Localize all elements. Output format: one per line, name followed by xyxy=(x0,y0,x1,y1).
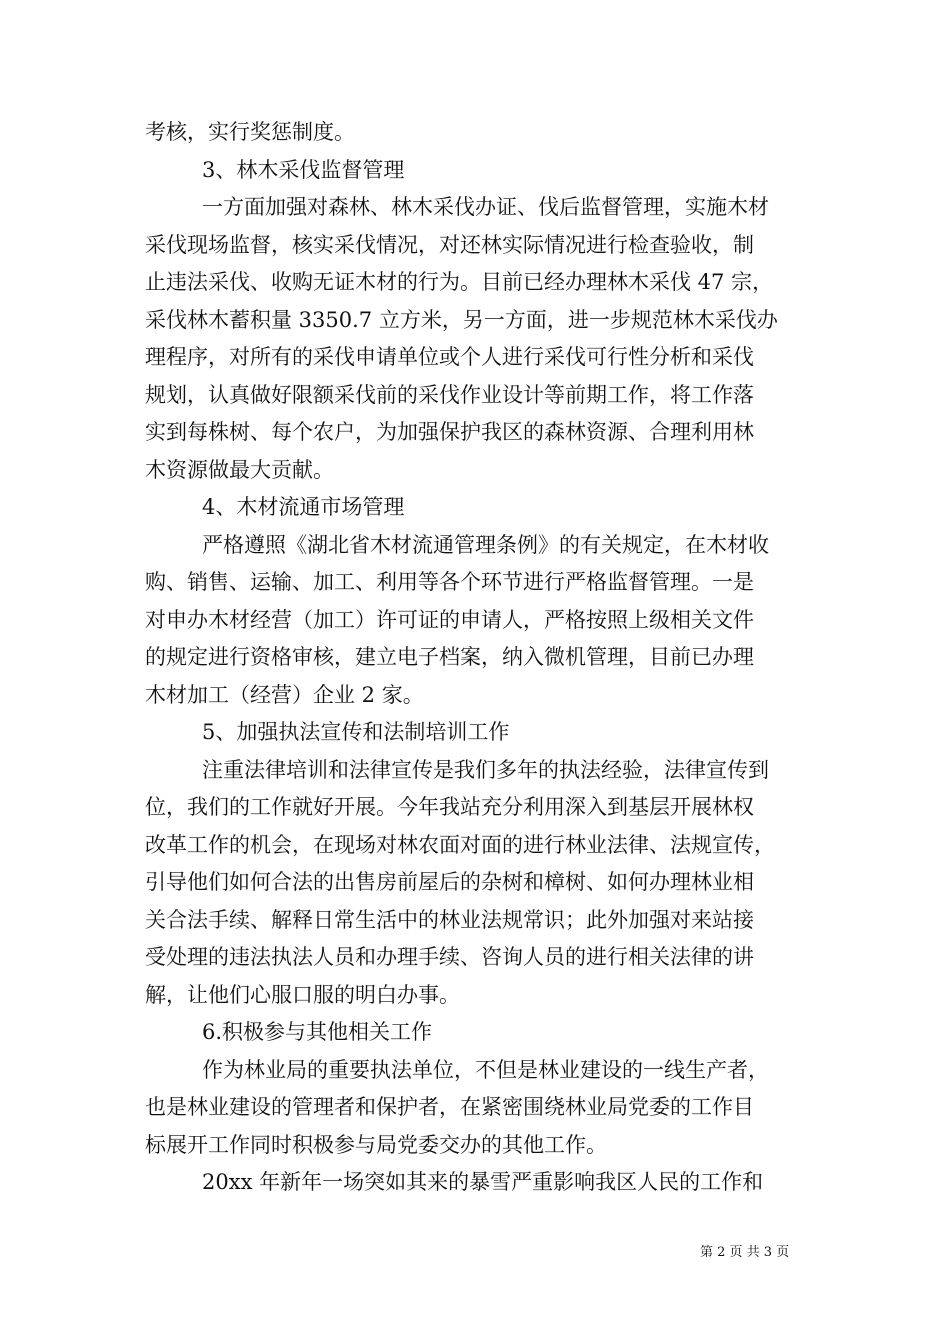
section-heading: 5、加强执法宣传和法制培训工作 xyxy=(202,720,510,744)
body-line: 20xx 年新年一场突如其来的暴雪严重影响我区人民的工作和 xyxy=(202,1170,764,1194)
body-line: 注重法律培训和法律宣传是我们多年的执法经验，法律宣传到 xyxy=(202,757,769,782)
body-line: 考核，实行奖惩制度。 xyxy=(145,120,355,144)
body-line: 木材加工（经营）企业 2 家。 xyxy=(145,682,424,707)
body-line: 位，我们的工作就好开展。今年我站充分利用深入到基层开展林权 xyxy=(145,795,754,819)
body-line: 采伐现场监督，核实采伐情况，对还林实际情况进行检查验收，制 xyxy=(145,232,754,257)
body-line: 一方面加强对森林、林木采伐办证、伐后监督管理，实施木材 xyxy=(202,195,769,219)
body-line: 实到每株树、每个农户，为加强保护我区的森林资源、合理利用林 xyxy=(145,420,754,444)
body-line: 受处理的违法执法人员和办理手续、咨询人员的进行相关法律的讲 xyxy=(145,945,754,969)
body-line: 的规定进行资格审核，建立电子档案，纳入微机管理，目前已办理 xyxy=(145,645,754,669)
section-heading: 6.积极参与其他相关工作 xyxy=(202,1020,433,1044)
body-line: 作为林业局的重要执法单位，不但是林业建设的一线生产者， xyxy=(202,1057,769,1082)
body-line: 解，让他们心服口服的明白办事。 xyxy=(145,982,460,1007)
page-number-footer: 第 2 页 共 3 页 xyxy=(700,1245,790,1260)
body-line: 采伐林木蓄积量 3350.7 立方米，另一方面，进一步规范林木采伐办 xyxy=(145,307,778,332)
body-line: 引导他们如何合法的出售房前屋后的杂树和樟树、如何办理林业相 xyxy=(145,870,754,894)
body-line: 理程序，对所有的采伐申请单位或个人进行采伐可行性分析和采伐 xyxy=(145,345,754,369)
body-line: 购、销售、运输、加工、利用等各个环节进行严格监督管理。一是 xyxy=(145,570,754,594)
body-line: 规划，认真做好限额采伐前的采伐作业设计等前期工作，将工作落 xyxy=(145,382,754,407)
body-line: 止违法采伐、收购无证木材的行为。目前已经办理林木采伐 47 宗， xyxy=(145,270,774,294)
body-line: 关合法手续、解释日常生活中的林业法规常识；此外加强对来站接 xyxy=(145,907,754,932)
document-body xyxy=(145,114,815,1202)
body-line: 标展开工作同时积极参与局党委交办的其他工作。 xyxy=(145,1132,607,1157)
body-line: 改革工作的机会，在现场对林农面对面的进行林业法律、法规宣传， xyxy=(145,832,775,857)
section-heading: 4、木材流通市场管理 xyxy=(202,495,405,519)
body-line: 对申办木材经营（加工）许可证的申请人，严格按照上级相关文件 xyxy=(145,607,754,632)
body-line: 木资源做最大贡献。 xyxy=(145,457,334,482)
section-heading: 3、林木采伐监督管理 xyxy=(202,157,405,182)
body-line: 严格遵照《湖北省木材流通管理条例》的有关规定，在木材收 xyxy=(202,532,769,557)
body-line: 也是林业建设的管理者和保护者，在紧密围绕林业局党委的工作目 xyxy=(145,1095,754,1119)
